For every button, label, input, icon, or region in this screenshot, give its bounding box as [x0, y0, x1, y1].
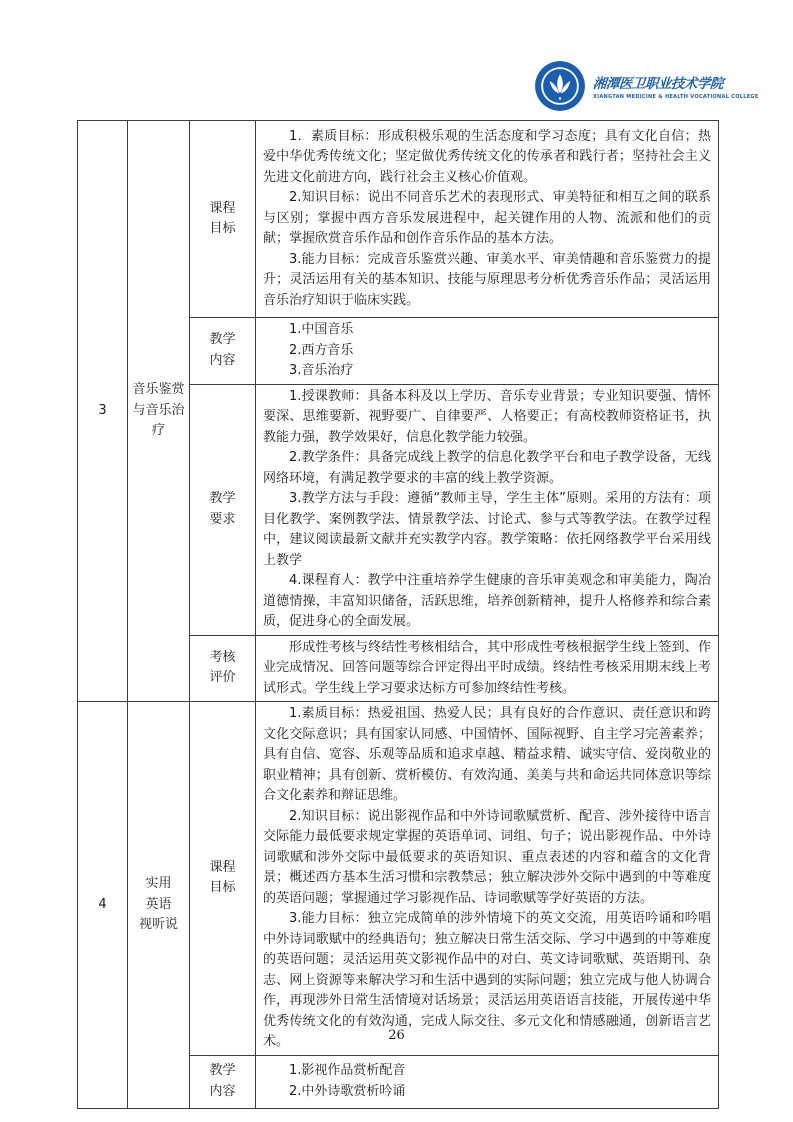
paragraph: 3.能力目标：独立完成简单的涉外情境下的英文交流，用英语吟诵和吟唱中外诗词歌赋中的经典语句；独立解决日常生活交际、学习中遇到的中等难度的英语问题；灵活运用英文影视作品中的对白、英文诗词歌赋、英语期刊、杂志、网上资源等来解决学习和生活中遇到的实际问题；独立完成与他人协调合作，再现涉外日常生活情境对话场景；灵活运用英语语言技能，开展传递中华优秀传统文化的有效沟通，完成人际交往、多元文化和情感融通，创新语言艺术。: [263, 911, 711, 1049]
section-content-teaching-content: [256, 318, 719, 385]
paragraph: 4.课程育人：教学中注重培养学生健康的音乐审美观念和审美能力，陶冶道德情操，丰富知识储备，活跃思维，培养创新精神，提升人格修养和综合素质，促进身心的全面发展。: [263, 573, 711, 629]
section-label-course-objectives: 课程 目标: [190, 121, 256, 318]
paragraph: 3.教学方法与手段：遵循“教师主导，学生主体”原则。采用的方法有：项目化教学、案例教学法、情景教学法、讨论式、参与式等教学法。在教学过程中，建议阅读最新文献并充实教学内容。教学策略：依托网络教学平台采用线上教学: [263, 491, 711, 568]
college-name-cn: 湘潭医卫职业技术学院: [592, 76, 724, 92]
page-number: 26: [388, 1028, 405, 1043]
section-label-teaching-content: 教学 内容: [190, 1055, 256, 1108]
paragraph: 1.影视作品赏析配音: [289, 1063, 406, 1078]
paragraph: 1.素质目标：热爱祖国、热爱人民；具有良好的合作意识、责任意识和跨文化交际意识；具有国家认同感、中国情怀、国际视野、自主学习完善素养；具有自信、宽容、乐观等品质和追求卓越、精益求精、诚实守信、爱岗敬业的职业精神；具有创新、赏析模仿、有效沟通、美美与共和命运共同体意识等综合文化素养和辩证思维。: [263, 706, 711, 803]
course-number: 4: [78, 702, 128, 1109]
section-content-assessment: [256, 635, 719, 702]
course-name: [128, 121, 190, 702]
college-emblem-icon: [534, 60, 586, 112]
paragraph: 形成性考核与终结性考核相结合，其中形成性考核根据学生线上签到、作业完成情况、回答问题等综合评定得出平时成绩。终结性考核采用期末线上考试形式。学生线上学习要求达标方可参加终结性考核。: [263, 639, 711, 696]
paragraph: 2.中外诗歌赏析吟诵: [289, 1083, 406, 1099]
course-name-line: 疗: [151, 423, 165, 439]
college-logo: [534, 60, 759, 112]
course-name-line: 实用: [145, 876, 172, 891]
college-logo-text: [593, 72, 759, 100]
college-name-en: XIANGTAN MEDICINE & HEALTH VOCATIONAL COLLEGE: [593, 94, 759, 100]
course-name-line: 英语: [145, 896, 172, 912]
paragraph: 2.知识目标：说出不同音乐艺术的表现形式、审美特征和相互之间的联系与区别；掌握中西方音乐发展进程中，起关键作用的人物、流派和他们的贡献；掌握欣赏音乐作品和创作音乐作品的基本方法。: [263, 190, 711, 247]
table-row: [78, 121, 719, 318]
course-name-line: 与音乐治: [132, 402, 185, 418]
paragraph: 1．素质目标：形成积极乐观的生活态度和学习态度；具有文化自信；热爱中华优秀传统文化；坚定做优秀传统文化的传承者和践行者；坚持社会主义先进文化前进方向，践行社会主义核心价值观。: [263, 128, 711, 185]
section-content-teaching-content: [256, 1055, 719, 1108]
course-table: [77, 120, 719, 1109]
section-content-course-objectives: [256, 702, 719, 1056]
section-label-assessment: 考核 评价: [190, 635, 256, 702]
section-label-course-objectives: 课程 目标: [190, 702, 256, 1056]
course-name: [128, 702, 190, 1109]
section-label-teaching-content: 教学 内容: [190, 318, 256, 385]
paragraph: 3.音乐治疗: [289, 363, 354, 378]
paragraph: 2.教学条件：具备完成线上教学的信息化教学平台和电子教学设备，无线网络环境，有满足教学要求的丰富的线上教学资源。: [263, 450, 711, 486]
paragraph: 3.能力目标：完成音乐鉴赏兴趣、审美水平、审美情趣和音乐鉴赏力的提升；灵活运用有关的基本知识、技能与原理思考分析优秀音乐作品；灵活运用音乐治疗知识于临床实践。: [263, 251, 711, 308]
course-name-line: 音乐鉴赏: [132, 382, 185, 398]
paragraph: 2.西方音乐: [289, 342, 354, 358]
course-number: 3: [78, 121, 128, 702]
paragraph: 1.授课教师：具备本科及以上学历、音乐专业背景；专业知识要强、情怀要深、思维要新、视野要广、自律要严、人格要正；有高校教师资格证书，执教能力强，教学效果好，信息化教学能力较强。: [263, 388, 711, 445]
section-label-teaching-requirements: 教学 要求: [190, 384, 256, 635]
section-content-course-objectives: [256, 121, 719, 318]
course-name-line: 视听说: [138, 917, 178, 932]
table-row: [78, 702, 719, 1056]
paragraph: 1.中国音乐: [289, 322, 354, 337]
paragraph: 2.知识目标：说出影视作品和中外诗词歌赋赏析、配音、涉外接待中语言交际能力最低要求规定掌握的英语单词、词组、句子；说出影视作品、中外诗词歌赋和涉外交际中最低要求的英语知识、重点表述的内容和蕴含的文化背景；概述西方基本生活习惯和宗教禁忌；独立解决涉外交际中遇到的中等难度的英语问题；掌握通过学习影视作品、诗词歌赋等学好英语的方法。: [263, 808, 711, 906]
section-content-teaching-requirements: [256, 384, 719, 635]
